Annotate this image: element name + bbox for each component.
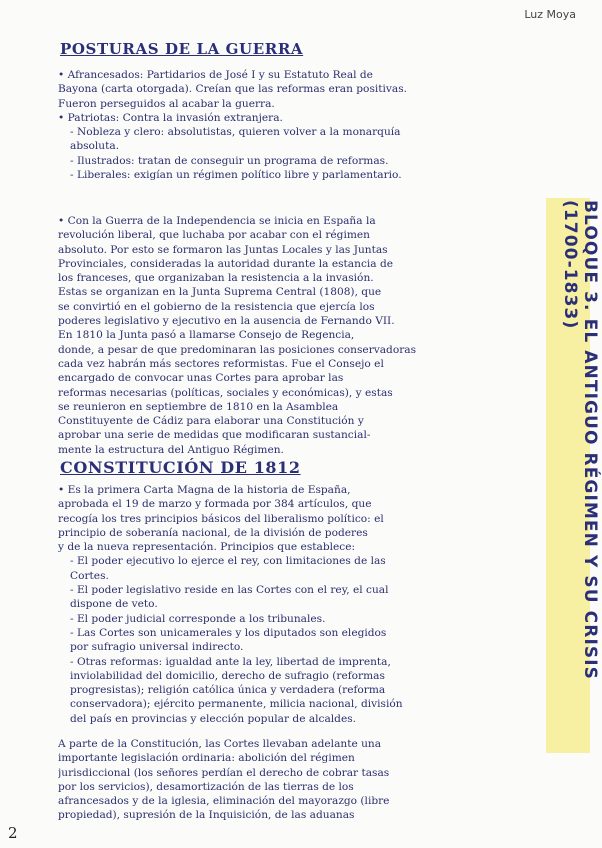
text-line: aprobada el 19 de marzo y formada por 384 artículos, que bbox=[58, 498, 372, 511]
text-line: A parte de la Constitución, las Cortes llevaban adelante una bbox=[58, 738, 382, 750]
text-line: se reunieron en septiembre de 1810 en la Asamblea bbox=[58, 400, 339, 413]
text-line: por los servicios), desamortización de las tierras de los bbox=[58, 780, 354, 793]
text-line: mente la estructura del Antiguo Régimen. bbox=[58, 443, 284, 456]
text-line: - Liberales: exigían un régimen político libre y parlamentario. bbox=[70, 169, 402, 182]
section-constitucion bbox=[58, 483, 546, 726]
text-line: encargado de convocar unas Cortes para aprobar las bbox=[58, 372, 344, 385]
text-line: - Otras reformas: igualdad ante la ley, libertad de imprenta, bbox=[70, 655, 391, 668]
text-line: propiedad), supresión de la Inquisición, de las aduanas bbox=[58, 809, 355, 822]
section-title-posturas: POSTURAS DE LA GUERRA bbox=[60, 40, 304, 58]
text-line: • Afrancesados: Partidarios de José I y su Estatuto Real de bbox=[58, 69, 373, 81]
text-line: los franceses, que organizaban la resistencia a la invasión. bbox=[58, 272, 374, 285]
text-line: del país en provincias y elección popular de alcaldes. bbox=[70, 712, 357, 725]
text-line: por sufragio universal indirecto. bbox=[70, 641, 244, 654]
text-line: Fueron perseguidos al acabar la guerra. bbox=[58, 97, 275, 110]
text-line: - El poder legislativo reside en las Cortes con el rey, el cual bbox=[70, 584, 389, 597]
text-line: reformas necesarias (políticas, sociales y económicas), y estas bbox=[58, 386, 393, 399]
text-line: - Nobleza y clero: absolutistas, quieren volver a la monarquía bbox=[70, 126, 401, 139]
text-line: Bayona (carta otorgada). Creían que las reformas eran positivas. bbox=[58, 83, 408, 96]
text-line: cada vez habrán más sectores reformistas. Fue el Consejo el bbox=[58, 357, 384, 370]
text-line: absoluta. bbox=[70, 140, 120, 153]
text-line: En 1810 la Junta pasó a llamarse Consejo de Regencia, bbox=[58, 329, 355, 342]
text-line: • Patriotas: Contra la invasión extranjera. bbox=[58, 111, 283, 124]
text-line: - El poder judicial corresponde a los tribunales. bbox=[70, 612, 326, 625]
text-line: - Las Cortes son unicamerales y los diputados son elegidos bbox=[70, 626, 387, 639]
text-line: poderes legislativo y ejecutivo en la ausencia de Fernando VII. bbox=[58, 315, 395, 328]
text-line: importante legislación ordinaria: abolición del régimen bbox=[58, 752, 355, 765]
text-line: principio de soberanía nacional, de la división de poderes bbox=[58, 526, 368, 539]
author-name: Luz Moya bbox=[524, 8, 576, 21]
text-line: afrancesados y de la iglesia, eliminación del mayorazgo (libre bbox=[58, 795, 390, 808]
text-line: Provinciales, consideradas la autoridad durante la estancia de bbox=[58, 257, 393, 270]
text-line: • Es la primera Carta Magna de la historia de España, bbox=[58, 484, 351, 496]
text-line: progresistas); religión católica única y verdadera (reforma bbox=[70, 684, 386, 697]
page-number: 2 bbox=[8, 824, 18, 842]
text-line: recogía los tres principios básicos del liberalismo político: el bbox=[58, 512, 384, 525]
side-tab-title: BLOQUE 3. EL ANTIGUO RÉGIMEN Y SU CRISIS (1700-1833) bbox=[560, 200, 600, 680]
text-line: • Con la Guerra de la Independencia se inicia en España la bbox=[58, 215, 376, 227]
text-line: absoluto. Por esto se formaron las Juntas Locales y las Juntas bbox=[58, 243, 388, 256]
text-line: y de la nueva representación. Principios que establece: bbox=[58, 541, 356, 554]
text-line: jurisdiccional (los señores perdían el derecho de cobrar tasas bbox=[58, 766, 390, 779]
text-line: - El poder ejecutivo lo ejerce el rey, con limitaciones de las bbox=[70, 555, 386, 568]
text-line: aprobar una serie de medidas que modificaran sustancial- bbox=[58, 429, 371, 442]
text-line: Cortes. bbox=[70, 569, 109, 582]
text-line: Constituyente de Cádiz para elaborar una Constitución y bbox=[58, 415, 364, 428]
text-line: inviolabilidad del domicilio, derecho de sufragio (reformas bbox=[70, 669, 385, 682]
section-title-constitucion: CONSTITUCIÓN DE 1812 bbox=[60, 458, 301, 477]
text-line: conservadora); ejército permanente, milicia nacional, división bbox=[70, 698, 403, 711]
text-line: - Ilustrados: tratan de conseguir un programa de reformas. bbox=[70, 154, 389, 167]
text-line: donde, a pesar de que predominaran las posiciones conservadoras bbox=[58, 343, 417, 356]
section-posturas bbox=[58, 68, 546, 182]
section-legislacion bbox=[58, 737, 546, 823]
section-revolucion bbox=[58, 214, 546, 457]
text-line: dispone de veto. bbox=[70, 598, 158, 611]
text-line: se convirtió en el gobierno de la resistencia que ejercía los bbox=[58, 300, 375, 313]
text-line: revolución liberal, que luchaba por acabar con el régimen bbox=[58, 229, 370, 242]
text-line: Estas se organizan en la Junta Suprema Central (1808), que bbox=[58, 286, 382, 299]
